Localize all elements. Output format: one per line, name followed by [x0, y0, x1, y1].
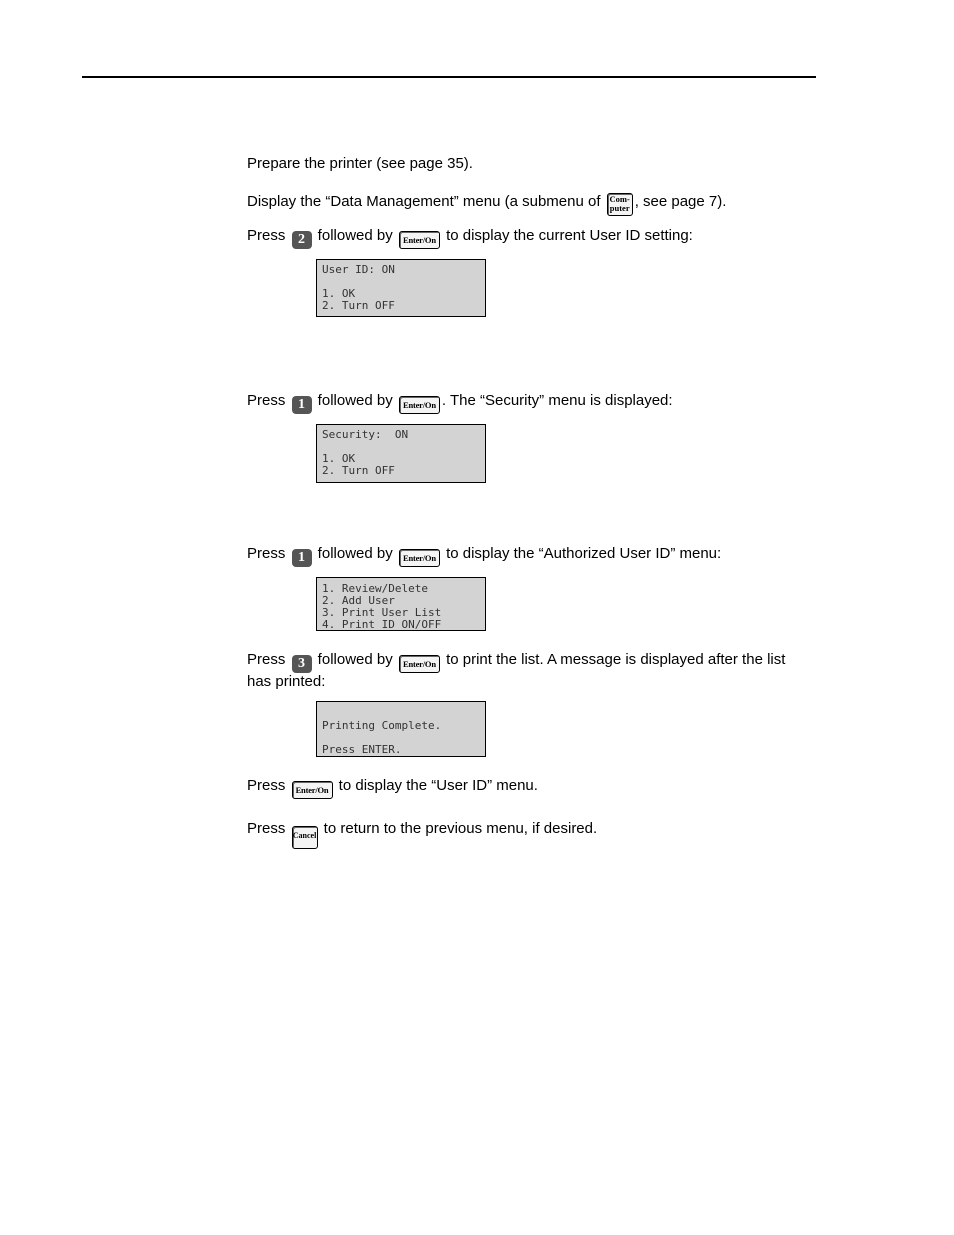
number-key-icon: 2: [292, 231, 312, 249]
step-press-2: Press 2 followed by Enter/On to display the current User ID setting:: [247, 227, 693, 247]
enter-key-icon: Enter/On: [399, 549, 440, 567]
step-press-cancel: Press Cancel to return to the previous menu, if desired.: [247, 820, 807, 849]
computer-key-icon: Com- puter: [607, 193, 633, 216]
enter-key-icon: Enter/On: [399, 655, 440, 673]
step-press-enter: Press Enter/On to display the “User ID” menu.: [247, 777, 807, 799]
lcd-user-id: User ID: ON 1. OK 2. Turn OFF: [316, 259, 486, 317]
header-rule: [82, 76, 816, 78]
step-prepare-printer: [247, 155, 807, 173]
enter-key-icon: Enter/On: [399, 231, 440, 249]
lcd-security: Security: ON 1. OK 2. Turn OFF: [316, 424, 486, 483]
lcd-printing-complete: Printing Complete. Press ENTER.: [316, 701, 486, 757]
step-text: Display the “Data Management” menu (a submenu of: [247, 193, 605, 210]
number-key-icon: 1: [292, 549, 312, 567]
lcd-authorized-user-id: 1. Review/Delete 2. Add User 3. Print User List 4. Print ID ON/OFF: [316, 577, 486, 631]
number-key-icon: 3: [292, 655, 312, 673]
cancel-key-icon: Cancel: [292, 826, 318, 849]
step-display-data-management: [247, 193, 807, 216]
enter-key-icon: Enter/On: [399, 396, 440, 414]
step-press-1-security: Press 1 followed by Enter/On . The “Security” menu is displayed:: [247, 392, 673, 412]
step-text: , see page 7).: [634, 193, 727, 210]
step-text: Prepare the printer (see page 35).: [247, 155, 473, 172]
step-press-1-authorized: Press 1 followed by Enter/On to display the “Authorized User ID” menu:: [247, 545, 722, 565]
enter-key-icon: Enter/On: [292, 781, 333, 799]
step-press-3-print: Press 3 followed by Enter/On to print the list. A message is displayed after the list has printed:: [247, 651, 786, 690]
number-key-icon: 1: [292, 396, 312, 414]
